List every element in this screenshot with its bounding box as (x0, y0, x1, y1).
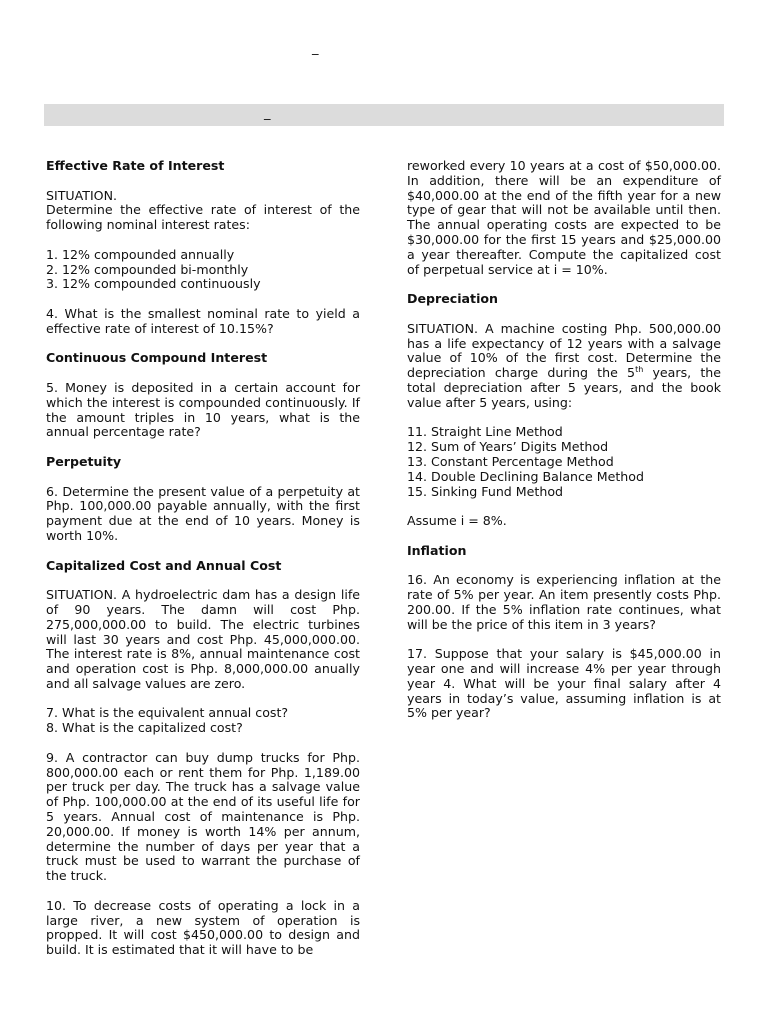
list-item: 14. Double Declining Balance Method (407, 468, 644, 484)
heading-depreciation: Depreciation (407, 291, 498, 307)
assume-rate: Assume i = 8%. (407, 513, 507, 529)
effective-intro: Determine the effective rate of interest of the following nominal interest rates: (46, 202, 360, 233)
question-16: 16. An economy is experiencing inflation at the rate of 5% per year. An item presently costs Php. 200.00. If the 5% inflation rate continues, what will be the price of this item in 3 years? (407, 572, 721, 632)
header-band-dash: _ (264, 106, 271, 121)
question-10-part2: reworked every 10 years at a cost of $50,000.00. In addition, there will be an expenditure of $40,000.00 at the end of the fifth year for a new type of gear that will not be available until then. The annual operating costs are expected to be $30,000.00 for the first 15 years and $25,000.00 a year thereafter. Compute the capitalized cost of perpetual service at i = 10%. (407, 158, 721, 277)
situation-label: SITUATION. (46, 187, 117, 203)
right-column (407, 159, 721, 736)
effective-list (46, 248, 360, 292)
list-item: 12. Sum of Years’ Digits Method (407, 439, 609, 455)
question-6: 6. Determine the present value of a perpetuity at Php. 100,000.00 payable annually, with the first payment due at the end of 10 years. Money is worth 10%. (46, 483, 360, 543)
list-item: 2. 12% compounded bi-monthly (46, 261, 249, 277)
superscript-th: th (635, 364, 644, 374)
question-17: 17. Suppose that your salary is $45,000.00 in year one and will increase 4% per year through year 4. What will be your final salary after 4 years in today’s value, assuming inflation is at 5% per year? (407, 646, 721, 721)
list-item: 1. 12% compounded annually (46, 246, 235, 262)
list-item: 13. Constant Percentage Method (407, 453, 614, 469)
heading-effective-rate: Effective Rate of Interest (46, 158, 225, 173)
list-item: 15. Sinking Fund Method (407, 483, 564, 499)
question-9: 9. A contractor can buy dump trucks for Php. 800,000.00 each or rent them for Php. 1,189.00 per truck per day. The truck has a salvage value of Php. 100,000.00 at the end of its useful life for 5 years. Annual cost of maintenance is Php. 20,000.00. If money is worth 14% per annum, determine the number of days per year that a truck must be used to warrant the purchase of the truck. (46, 749, 360, 884)
depreciation-list (407, 425, 721, 499)
question-7: 7. What is the equivalent annual cost? (46, 705, 289, 721)
question-4: 4. What is the smallest nominal rate to yield a effective rate of interest of 10.15%? (46, 305, 360, 336)
question-5: 5. Money is deposited in a certain account for which the interest is compounded continuously. If the amount triples in 10 years, what is the annual percentage rate? (46, 379, 360, 440)
question-8: 8. What is the capitalized cost? (46, 720, 243, 736)
situation-machine-text: SITUATION. A machine costing Php. 500,000.00 has a life expectancy of 12 years with a salvage value of 10% of the first cost. Determine the depreciation charge during the 5 (407, 320, 721, 381)
situation-machine (407, 322, 721, 411)
header-band (44, 104, 724, 126)
heading-capitalized: Capitalized Cost and Annual Cost (46, 557, 282, 573)
heading-inflation: Inflation (407, 542, 467, 558)
list-item: 11. Straight Line Method (407, 424, 563, 440)
question-10-part1: 10. To decrease costs of operating a lock in a large river, a new system of operation is propped. It will cost $450,000.00 to design and build. It is estimated that it will have to be (46, 897, 360, 958)
situation-machine-text-end: years, the total depreciation after 5 years, and the book value after 5 years, using: (407, 365, 721, 410)
situation-dam: SITUATION. A hydroelectric dam has a design life of 90 years. The damn will cost Php. 275,000,000.00 to build. The electric turbines will last 30 years and cost Php. 45,000,000.00. The interest rate is 8%, annual maintenance cost and operation cost is Php. 8,000,000.00 anually and all salvage values are zero. (46, 587, 360, 691)
header-dash: _ (312, 41, 319, 56)
heading-continuous: Continuous Compound Interest (46, 350, 268, 366)
list-item: 3. 12% compounded continuously (46, 276, 261, 292)
heading-perpetuity: Perpetuity (46, 453, 122, 469)
left-column (46, 159, 360, 973)
